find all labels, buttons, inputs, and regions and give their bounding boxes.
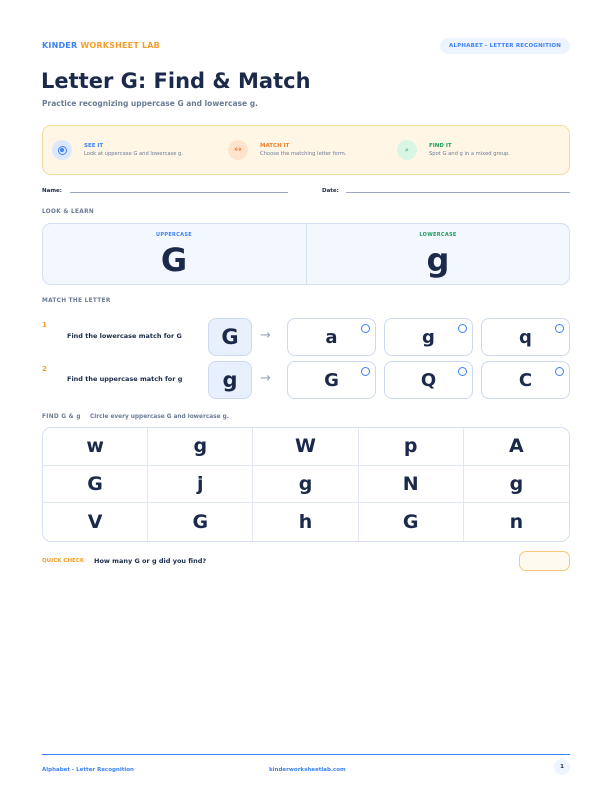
grid-cell[interactable]: G (148, 503, 253, 541)
quick-check-label: QUICK CHECK (42, 558, 85, 564)
step-title: FIND IT (429, 143, 452, 149)
brand-part2: WORKSHEET LAB (80, 41, 160, 50)
radio-circle-icon[interactable] (361, 324, 370, 333)
step-description: Choose the matching letter form. (260, 151, 347, 157)
choice-letter: Q (420, 369, 437, 391)
choice-letter: C (518, 369, 533, 391)
arrow-right-icon: → (260, 371, 271, 386)
grid-cell[interactable]: G (43, 466, 148, 504)
step-title: SEE IT (84, 143, 104, 149)
choice-letter: g (422, 326, 435, 348)
grid-cell[interactable]: W (253, 428, 358, 466)
uppercase-label: UPPERCASE (156, 232, 192, 238)
radio-circle-icon[interactable] (555, 367, 564, 376)
page-title: Letter G: Find & Match (41, 69, 311, 93)
lowercase-label: LOWERCASE (419, 232, 457, 238)
choice-letter: q (519, 326, 532, 348)
brand-part1: KINDER (42, 41, 78, 50)
step-title: MATCH IT (260, 143, 290, 149)
section-look-learn: LOOK & LEARN (42, 209, 94, 215)
question-prompt: Find the uppercase match for g (67, 375, 183, 383)
choice-option[interactable] (481, 318, 570, 356)
step-find-it (429, 143, 510, 157)
radio-circle-icon[interactable] (458, 324, 467, 333)
grid-cell[interactable]: G (359, 503, 464, 541)
choice-option[interactable] (287, 361, 376, 399)
answer-box[interactable] (519, 551, 570, 571)
arrow-right-icon: → (260, 328, 271, 343)
letter-grid (42, 427, 570, 542)
grid-cell[interactable]: p (359, 428, 464, 466)
grid-cell[interactable]: g (464, 466, 569, 504)
step-see-it (84, 143, 183, 157)
quick-check-question: How many G or g did you find? (94, 557, 207, 565)
question-number: 1 (42, 321, 47, 329)
radio-circle-icon[interactable] (555, 324, 564, 333)
grid-cell[interactable]: N (359, 466, 464, 504)
magnifier-icon: ⌕ (397, 140, 417, 160)
page-number: 1 (554, 759, 570, 775)
uppercase-letter: G (160, 241, 188, 279)
radio-circle-icon[interactable] (458, 367, 467, 376)
grid-cell[interactable]: j (148, 466, 253, 504)
footer-website: kinderworksheetlab.com (269, 767, 346, 773)
date-line[interactable] (346, 192, 570, 193)
name-label: Name: (42, 188, 62, 194)
name-line[interactable] (70, 192, 288, 193)
choice-option[interactable] (481, 361, 570, 399)
section-find: FIND G & g (42, 414, 81, 420)
footer-left: Alphabet - Letter Recognition (42, 767, 134, 773)
step-match-it (260, 143, 346, 157)
radio-circle-icon[interactable] (361, 367, 370, 376)
target-icon (52, 140, 72, 160)
grid-cell[interactable]: A (464, 428, 569, 466)
choice-letter: G (324, 369, 339, 391)
grid-cell[interactable]: g (253, 466, 358, 504)
find-instruction: Circle every uppercase G and lowercase g. (90, 414, 229, 420)
page-subtitle: Practice recognizing uppercase G and lowercase g. (42, 99, 258, 108)
given-letter: g (208, 361, 252, 399)
brand-logo (42, 41, 160, 50)
given-letter: G (208, 318, 252, 356)
choice-letter: a (325, 326, 338, 348)
date-label: Date: (322, 188, 339, 194)
choice-option[interactable] (384, 361, 473, 399)
grid-cell[interactable]: w (43, 428, 148, 466)
lowercase-letter: g (426, 241, 450, 279)
choice-option[interactable] (287, 318, 376, 356)
footer-divider (42, 754, 570, 755)
step-description: Spot G and g in a mixed group. (429, 151, 510, 157)
question-number: 2 (42, 365, 47, 373)
grid-cell[interactable]: V (43, 503, 148, 541)
swap-arrows-icon: ↔ (228, 140, 248, 160)
grid-cell[interactable]: n (509, 511, 524, 534)
grid-cell[interactable]: h (253, 503, 358, 541)
category-badge: ALPHABET - LETTER RECOGNITION (440, 38, 570, 54)
choice-option[interactable] (384, 318, 473, 356)
question-prompt: Find the lowercase match for G (67, 332, 182, 340)
step-description: Look at uppercase G and lowercase g. (84, 151, 183, 157)
grid-cell[interactable]: g (148, 428, 253, 466)
section-match: MATCH THE LETTER (42, 298, 111, 304)
